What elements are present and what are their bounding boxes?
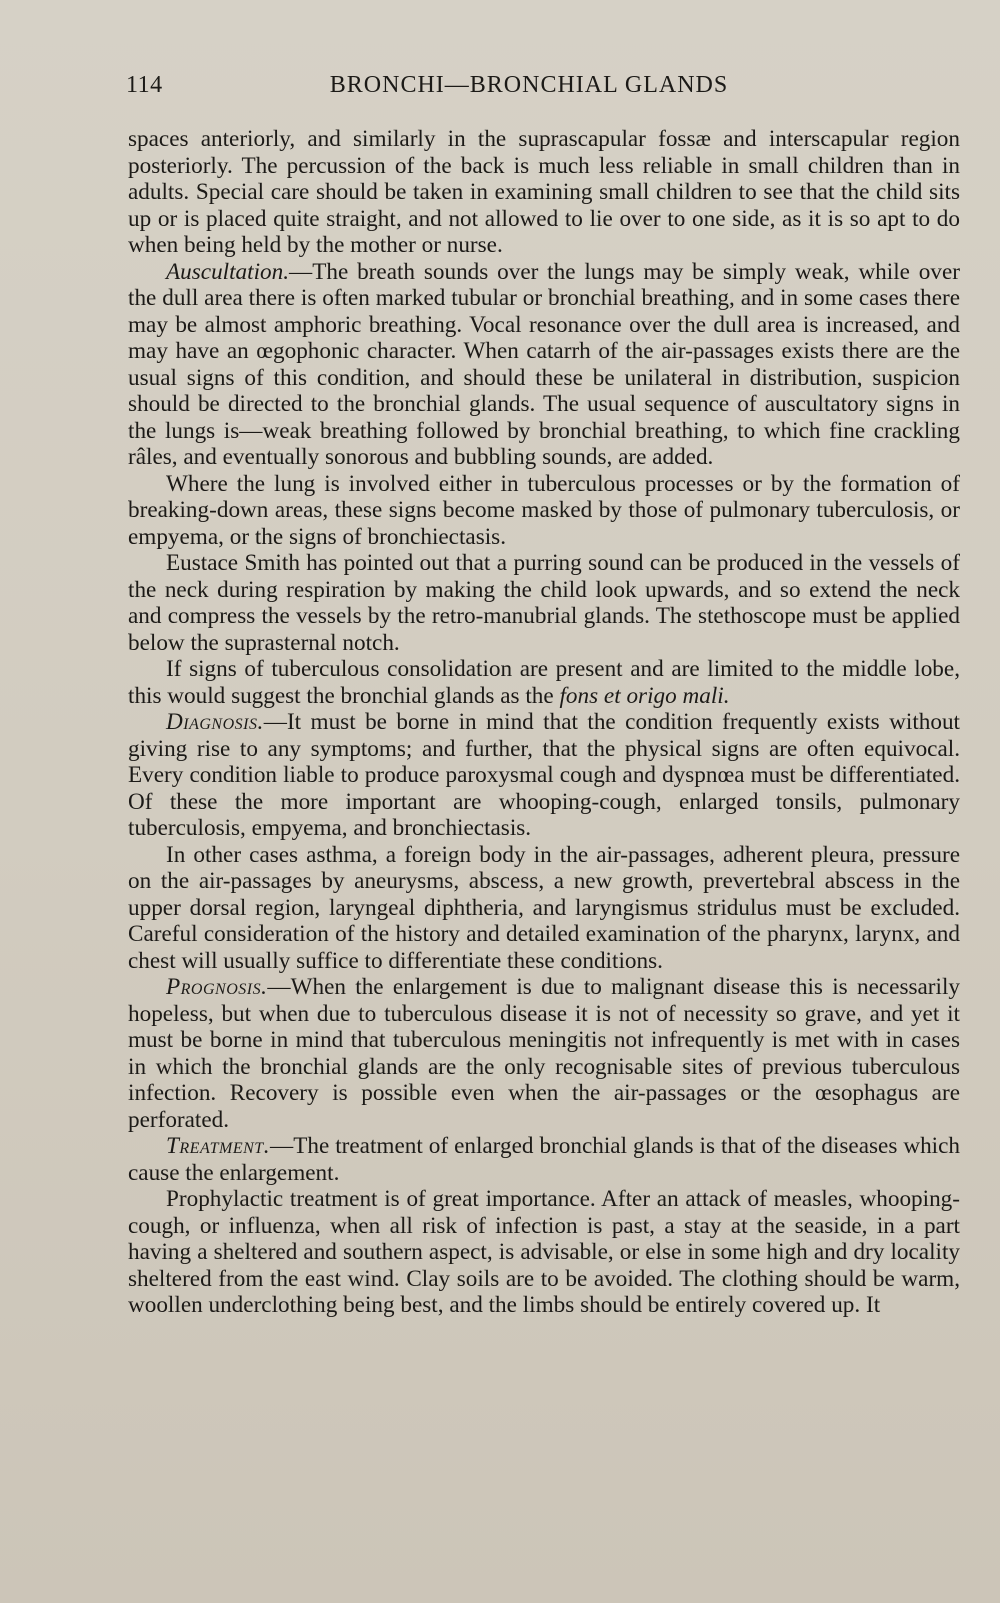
paragraph-text: —It must be borne in mind that the condition frequently exists without giving rise to any symptoms; and further, that the physical signs are often equivocal. Every condition liable to produce paroxysmal cough and dyspnœa must be differentiated. Of these the more important are whooping-cough, enlarged tonsils, pulmonary tuberculosis, empyema, and bronchiectasis.: [128, 709, 960, 841]
paragraph-text: —The breath sounds over the lungs may be simply weak, while over the dull area there is often marked tubular or bronchial breathing, and in some cases there may be almost amphoric breathing. Vocal resonance over the dull area is increased, and may have an œgophonic character. When catarrh of the air-passages exists there are the usual signs of this condition, and should these be unilateral in distribution, suspicion should be directed to the bronchial glands. The usual sequence of auscultatory signs in the lungs is—weak breathing followed by bronchial breathing, to which fine crackling râles, and eventually sonorous and bubbling sounds, are added.: [128, 258, 960, 470]
section-heading: Treatment.: [166, 1133, 270, 1159]
paragraph: In other cases asthma, a foreign body in the air-passages, adherent pleura, pressure on the air-passages by aneurysms, abscess, a new growth, prevertebral abscess in the upper dorsal region, laryngeal diphtheria, and laryngismus stridulus must be excluded. Careful consideration of the history and detailed examination of the pharynx, larynx, and chest will usually suffice to differentiate these conditions.: [128, 841, 960, 974]
paragraph-auscultation: [128, 259, 960, 471]
paragraph-prognosis: [128, 974, 960, 1133]
body-text: [128, 126, 960, 1319]
latin-phrase: fons et origo mali.: [559, 682, 730, 709]
section-heading: Diagnosis.: [166, 709, 264, 735]
page-title: BRONCHI—BRONCHIAL GLANDS: [329, 72, 729, 98]
running-head: [122, 72, 936, 106]
paragraph-fons-et-origo: [128, 656, 960, 709]
section-heading: Prognosis.: [166, 974, 268, 1000]
section-heading: Auscultation.: [166, 258, 290, 285]
paragraph: spaces anteriorly, and similarly in the suprascapular fossæ and interscapular region posteriorly. The percussion of the back is much less reliable in small children than in adults. Special care should be taken in examining small children to see that the child sits up or is placed quite straight, and not allowed to lie over to one side, as it is so apt to do when being held by the mother or nurse.: [128, 126, 960, 258]
paragraph-text: If signs of tuberculous consolidation are present and are limited to the middle lobe, this would suggest the bronchial glands as the: [128, 656, 960, 709]
paragraph: Prophylactic treatment is of great importance. After an attack of measles, whooping-cough, or influenza, when all risk of infection is past, a stay at the seaside, in a part having a sheltered and southern aspect, is advisable, or else in some high and dry locality sheltered from the east wind. Clay soils are to be avoided. The clothing should be warm, woollen underclothing being best, and the limbs should be entirely covered up. It: [128, 1186, 960, 1318]
paragraph: Eustace Smith has pointed out that a purring sound can be produced in the vessels of the neck during respiration by making the child look upwards, and so extend the neck and compress the vessels by the retro-manubrial glands. The stethoscope must be applied below the suprasternal notch.: [128, 550, 960, 656]
paragraph-diagnosis: [128, 709, 960, 842]
paragraph-treatment: [128, 1133, 960, 1186]
paragraph-text: —When the enlargement is due to malignant disease this is necessarily hopeless, but when due to tuberculous disease it is not of necessity so grave, and yet it must be borne in mind that tuberculous meningitis not infrequently is met with in cases in which the bronchial glands are the only recognisable sites of previous tuberculous infection. Recovery is possible even when the air-passages or the œsophagus are perforated.: [128, 974, 960, 1133]
paragraph: Where the lung is involved either in tuberculous processes or by the formation of breaking-down areas, these signs become masked by those of pulmonary tuberculosis, or empyema, or the signs of bronchiectasis.: [128, 470, 960, 550]
paragraph-text: —The treatment of enlarged bronchial glands is that of the diseases which cause the enlargement.: [128, 1133, 960, 1186]
page-number: 114: [126, 72, 163, 98]
